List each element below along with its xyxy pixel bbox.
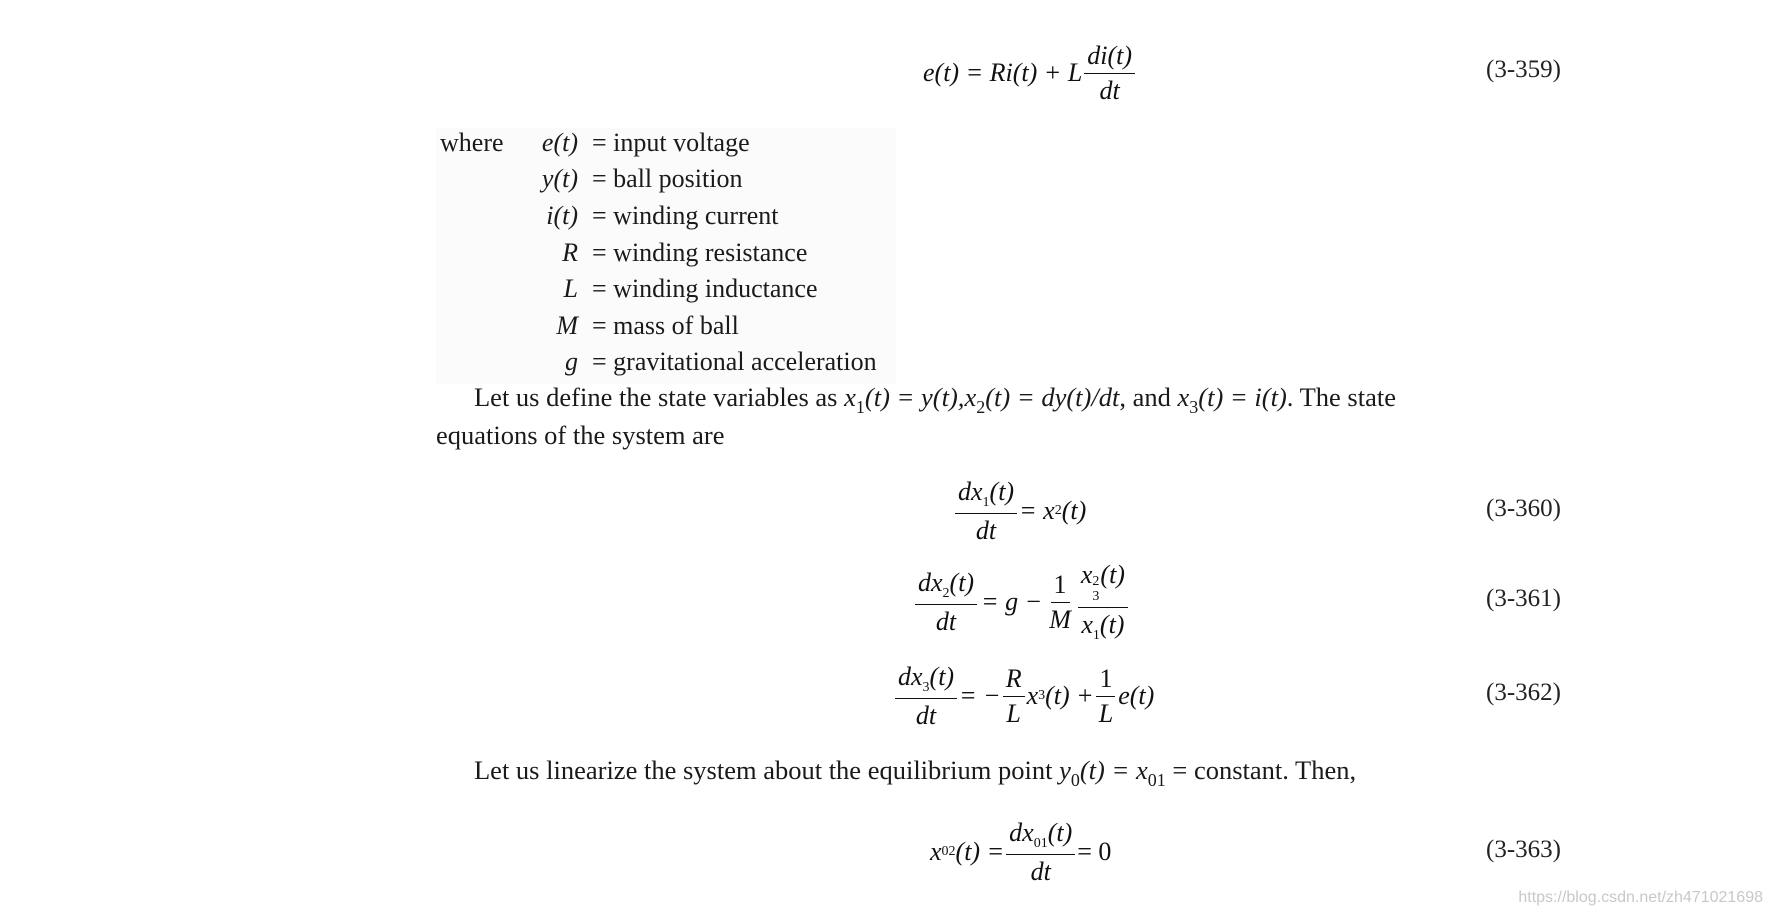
paragraph-state-variables: Let us define the state variables as $x_1(t) = y(t),x_2(t) = dy(t)/dt$, and $x_3(t) = i(t)$. The state bbox=[474, 382, 1396, 417]
definition-row bbox=[436, 128, 896, 164]
definition-symbol: i(t) bbox=[546, 201, 578, 230]
where-word: where bbox=[440, 128, 504, 157]
equation-3-359 bbox=[923, 38, 1137, 108]
eq361-x3-over-x1: x 2 3 (t) $x_1(t)$ bbox=[1078, 560, 1128, 643]
eq363-fraction: $\frac{dx_{01}(t)}{dt}$ bbox=[1006, 818, 1075, 887]
watermark: https://blog.csdn.net/zh471021698 bbox=[1518, 889, 1763, 906]
definition-row bbox=[436, 347, 896, 383]
equation-3-362: $\frac{dx_3(t)}{dt}$ = − $\frac{R}{L}$ x 3 (t) + $\frac{1}{L}$ e(t) bbox=[893, 660, 1154, 732]
definition-meaning: = winding resistance bbox=[592, 238, 808, 267]
definition-meaning: = gravitational acceleration bbox=[592, 347, 877, 376]
equation-number-3-359: (3-359) bbox=[1486, 56, 1561, 83]
definition-meaning: = winding current bbox=[592, 201, 779, 230]
eq361-fraction: $\frac{dx_2(t)}{dt}$ bbox=[915, 568, 977, 637]
definition-symbol: e(t) bbox=[541, 128, 578, 157]
equation-3-361: $\frac{dx_2(t)}{dt}$ = g − $\frac{1}{M}$ x 2 3 (t) $x_1(t)$ bbox=[913, 566, 1130, 638]
equation-3-360: $\frac{dx_1(t)}{dt}$ = x 2 (t) bbox=[953, 476, 1086, 546]
definition-symbol: g bbox=[565, 347, 578, 376]
definition-row bbox=[436, 311, 896, 347]
eq360-fraction: $\frac{dx_1(t)}{dt}$ bbox=[955, 477, 1017, 546]
definition-row bbox=[436, 274, 896, 310]
equation-3-363: x 02 (t) = $\frac{dx_{01}(t)}{dt}$ = 0 bbox=[930, 817, 1112, 886]
paragraph-state-variables-line2: equations of the system are bbox=[436, 420, 725, 450]
definition-meaning: = winding inductance bbox=[592, 274, 818, 303]
eq362-one-over-l: $\frac{1}{L}$ bbox=[1096, 664, 1116, 729]
equation-number-3-362: (3-362) bbox=[1486, 679, 1561, 706]
eq359-denominator: dt bbox=[1099, 75, 1120, 105]
definition-symbol: y(t) bbox=[541, 164, 578, 193]
equation-number-3-360: (3-360) bbox=[1486, 495, 1561, 522]
definitions-block bbox=[436, 128, 896, 384]
eq362-r-over-l: $\frac{R}{L}$ bbox=[1003, 664, 1025, 729]
eq359-fraction bbox=[1084, 41, 1135, 106]
paragraph-linearize: Let us linearize the system about the equilibrium point $y_0(t) = x_{01}$ = constant. Then, bbox=[474, 755, 1357, 790]
eq359-numerator: di(t) bbox=[1084, 41, 1135, 74]
definition-meaning: = mass of ball bbox=[592, 311, 739, 340]
definition-row bbox=[436, 238, 896, 274]
eq359-lhs: e(t) = Ri(t) + L bbox=[923, 58, 1083, 87]
definition-symbol: R bbox=[562, 238, 578, 267]
definition-row bbox=[436, 164, 896, 200]
definition-meaning: = ball position bbox=[592, 164, 743, 193]
eq361-one-over-m: $\frac{1}{M}$ bbox=[1049, 569, 1071, 634]
definition-row bbox=[436, 201, 896, 237]
definition-symbol: L bbox=[563, 274, 578, 303]
equation-number-3-361: (3-361) bbox=[1486, 585, 1561, 612]
definition-meaning: = input voltage bbox=[592, 128, 750, 157]
eq362-fraction: $\frac{dx_3(t)}{dt}$ bbox=[895, 662, 957, 731]
definition-symbol: M bbox=[556, 311, 578, 340]
equation-number-3-363: (3-363) bbox=[1486, 836, 1561, 863]
